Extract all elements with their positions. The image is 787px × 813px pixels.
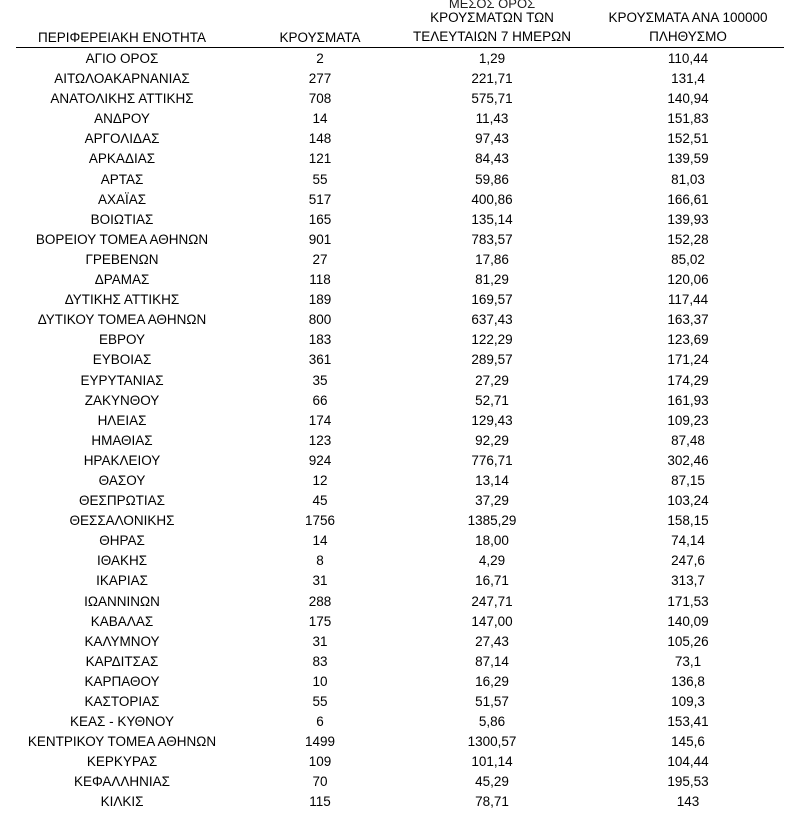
seven-day-average-cell: 637,43 [471,312,513,328]
per100k-cell: 174,29 [667,372,709,388]
seven-day-average-cell: 17,86 [475,251,509,267]
region-cell: ΙΚΑΡΙΑΣ [96,573,148,589]
per100k-cell: 139,59 [667,151,709,167]
cases-cell: 901 [308,231,332,247]
table-row [0,571,784,591]
region-cell: ΚΑΒΑΛΑΣ [90,613,154,629]
table-row [0,230,784,250]
seven-day-average-cell: 5,86 [478,714,506,730]
per100k-cell: 152,28 [667,231,709,247]
per100k-cell: 302,46 [667,452,709,468]
table-row [0,672,784,692]
region-cell: ΑΧΑΪΑΣ [97,191,147,207]
per100k-cell: 73,1 [674,653,702,669]
per100k-cell: 131,4 [671,71,705,87]
cases-cell: 1756 [304,513,336,529]
table-row [0,511,784,531]
region-cell: ΘΗΡΑΣ [99,533,145,549]
table-row [0,149,784,169]
table-row [0,772,784,792]
cases-cell: 924 [308,452,332,468]
per100k-cell: 247,6 [671,553,705,569]
cases-cell: 66 [312,392,328,408]
seven-day-average-cell: 783,57 [471,231,513,247]
per100k-cell: 140,09 [667,613,709,629]
region-cell: ΗΜΑΘΙΑΣ [91,432,153,448]
table-row [0,210,784,230]
per100k-cell: 195,53 [667,774,709,790]
cases-cell: 2 [316,51,324,66]
seven-day-average-cell: 776,71 [471,452,513,468]
per100k-cell: 81,03 [671,171,705,187]
header-clipped-text: ΜΕΣΟΣ ΟΡΟΣ [448,0,536,11]
cases-cell: 165 [308,211,332,227]
cases-cell: 12 [312,472,328,488]
table-row [0,69,784,89]
seven-day-average-cell: 37,29 [475,493,509,509]
region-cell: ΖΑΚΥΝΘΟΥ [84,392,160,408]
cases-cell: 55 [312,694,328,709]
per100k-cell: 153,41 [667,714,709,730]
region-cell: ΚΑΡΠΑΘΟΥ [84,673,160,689]
header-underline [16,47,784,48]
per100k-cell: 109,3 [671,694,705,709]
cases-cell: 361 [308,352,332,368]
table-row [0,451,784,471]
region-cell: ΑΓΙΟ ΟΡΟΣ [85,51,159,66]
cases-cell: 109 [308,754,332,770]
per100k-cell: 87,15 [671,472,705,488]
region-cell: ΕΥΡΥΤΑΝΙΑΣ [80,372,164,388]
cases-cell: 27 [312,251,328,267]
per100k-cell: 87,48 [671,432,705,448]
region-cell: ΑΡΤΑΣ [100,171,144,187]
table-row [0,752,784,772]
per100k-cell: 158,15 [667,513,709,529]
per100k-cell: 136,8 [671,673,705,689]
seven-day-average-cell: 52,71 [475,392,509,408]
region-cell: ΙΩΑΝΝΙΝΩΝ [84,593,160,609]
region-cell: ΘΑΣΟΥ [98,472,146,488]
cases-cell: 189 [308,292,332,308]
per100k-cell: 105,26 [667,633,709,649]
header-seven-day-line1: ΚΡΟΥΣΜΑΤΩΝ ΤΩΝ [430,10,554,25]
region-cell: ΒΟΙΩΤΙΑΣ [90,211,154,227]
table-row [0,290,784,310]
seven-day-average-cell: 97,43 [475,131,509,147]
table-row [0,89,784,109]
table-row [0,632,784,652]
seven-day-average-cell: 16,29 [475,673,509,689]
header-cases: ΚΡΟΥΣΜΑΤΑ [279,30,361,45]
region-cell: ΚΑΣΤΟΡΙΑΣ [84,694,160,709]
region-cell: ΑΙΤΩΛΟΑΚΑΡΝΑΝΙΑΣ [54,71,190,87]
cases-cell: 8 [316,553,324,569]
seven-day-average-cell: 18,00 [475,533,509,549]
table-header [0,0,784,48]
cases-cell: 277 [308,71,332,87]
table-row [0,109,784,129]
per100k-cell: 152,51 [667,131,709,147]
per100k-cell: 109,23 [667,412,709,428]
region-cell: ΔΡΑΜΑΣ [94,272,150,288]
per100k-cell: 151,83 [667,111,709,127]
table-row [0,129,784,149]
seven-day-average-cell: 221,71 [471,71,513,87]
table-row [0,551,784,571]
cases-cell: 70 [312,774,328,790]
seven-day-average-cell: 135,14 [471,211,513,227]
region-cell: ΚΑΡΔΙΤΣΑΣ [85,653,159,669]
region-cell: ΑΡΚΑΔΙΑΣ [88,151,156,167]
cases-cell: 288 [308,593,332,609]
table-row [0,310,784,330]
table-row [0,350,784,370]
region-cell: ΔΥΤΙΚΗΣ ΑΤΤΙΚΗΣ [64,292,180,308]
region-cell: ΚΕΡΚΥΡΑΣ [86,754,158,770]
table-row [0,431,784,451]
header-region: ΠΕΡΙΦΕΡΕΙΑΚΗ ΕΝΟΤΗΤΑ [37,30,207,45]
seven-day-average-cell: 92,29 [475,432,509,448]
per100k-cell: 143 [676,794,700,810]
region-cell: ΚΙΛΚΙΣ [100,794,144,810]
cases-cell: 175 [308,613,332,629]
region-cell: ΗΡΑΚΛΕΙΟΥ [83,452,161,468]
table-row [0,270,784,290]
header-seven-day-average [412,0,572,46]
table-row [0,531,784,551]
table-row [0,190,784,210]
table-row [0,330,784,350]
region-cell: ΑΝΔΡΟΥ [94,111,150,127]
cases-cell: 55 [312,171,328,187]
per100k-cell: 161,93 [667,392,709,408]
header-per100k-line1: ΚΡΟΥΣΜΑΤΑ ΑΝΑ 100000 [608,10,768,25]
per100k-cell: 104,44 [667,754,709,770]
region-cell: ΚΑΛΥΜΝΟΥ [84,633,160,649]
table-row [0,411,784,431]
region-cell: ΘΕΣΠΡΩΤΙΑΣ [78,493,166,509]
table-row [0,250,784,270]
cases-cell: 118 [309,272,331,288]
per100k-cell: 166,61 [667,191,709,207]
header-cases-per-100k [589,8,787,46]
seven-day-average-cell: 84,43 [475,151,509,167]
region-cell: ΙΘΑΚΗΣ [96,553,148,569]
per100k-cell: 313,7 [671,573,705,589]
seven-day-average-cell: 13,14 [475,472,509,488]
seven-day-average-cell: 400,86 [471,191,513,207]
cases-cell: 35 [312,372,328,388]
cases-cell: 10 [312,673,328,689]
per100k-cell: 171,53 [667,593,709,609]
cases-cell: 14 [312,533,328,549]
seven-day-average-cell: 51,57 [475,694,509,709]
per100k-cell: 140,94 [667,91,709,107]
seven-day-average-cell: 147,00 [471,613,513,629]
per100k-cell: 117,44 [667,292,709,308]
table-body [0,49,784,813]
seven-day-average-cell: 1300,57 [467,734,517,750]
table-row [0,612,784,632]
seven-day-average-cell: 4,29 [478,553,506,569]
table-row [0,49,784,69]
table-row [0,792,784,812]
seven-day-average-cell: 1,29 [478,51,506,66]
seven-day-average-cell: 87,14 [475,653,509,669]
per100k-cell: 74,14 [671,533,705,549]
cases-cell: 517 [308,191,332,207]
per100k-cell: 123,69 [667,332,709,348]
region-cell: ΔΥΤΙΚΟΥ ΤΟΜΕΑ ΑΘΗΝΩΝ [37,312,207,328]
seven-day-average-cell: 59,86 [475,171,509,187]
per100k-cell: 85,02 [671,251,705,267]
region-cell: ΑΡΓΟΛΙΔΑΣ [84,131,160,147]
table-row [0,491,784,511]
seven-day-average-cell: 45,29 [475,774,509,790]
seven-day-average-cell: 247,71 [471,593,513,609]
region-cell: ΑΝΑΤΟΛΙΚΗΣ ΑΤΤΙΚΗΣ [50,91,194,107]
region-cell: ΓΡΕΒΕΝΩΝ [85,251,159,267]
region-cell: ΚΕΝΤΡΙΚΟΥ ΤΟΜΕΑ ΑΘΗΝΩΝ [27,734,217,750]
table-row [0,592,784,612]
table-row [0,471,784,491]
seven-day-average-cell: 81,29 [475,272,509,288]
per100k-cell: 139,93 [667,211,709,227]
region-cell: ΕΒΡΟΥ [98,332,146,348]
seven-day-average-cell: 101,14 [471,754,513,770]
header-per100k-line2: ΠΛΗΘΥΣΜΟ [649,29,727,44]
table-row [0,391,784,411]
per100k-cell: 103,24 [667,493,709,509]
per100k-cell: 110,44 [667,51,709,66]
cases-cell: 123 [308,432,332,448]
per100k-cell: 120,06 [667,272,709,288]
seven-day-average-cell: 27,29 [475,372,509,388]
cases-cell: 1499 [304,734,336,750]
seven-day-average-cell: 122,29 [471,332,513,348]
cases-cell: 121 [308,151,332,167]
seven-day-average-cell: 575,71 [471,91,513,107]
region-cell: ΕΥΒΟΙΑΣ [92,352,152,368]
seven-day-average-cell: 16,71 [475,573,509,589]
cases-cell: 115 [309,794,331,810]
region-cell: ΗΛΕΙΑΣ [97,412,147,428]
table-row [0,170,784,190]
table-row [0,732,784,752]
per100k-cell: 171,24 [667,352,709,368]
region-cell: ΘΕΣΣΑΛΟΝΙΚΗΣ [69,513,175,529]
per100k-cell: 163,37 [667,312,709,328]
cases-cell: 83 [312,653,328,669]
cases-cell: 800 [308,312,332,328]
region-cell: ΚΕΦΑΛΛΗΝΙΑΣ [73,774,171,790]
table-row [0,652,784,672]
header-seven-day-line2: ΤΕΛΕΥΤΑΙΩΝ 7 ΗΜΕΡΩΝ [413,29,571,44]
cases-cell: 6 [316,714,324,730]
seven-day-average-cell: 129,43 [471,412,513,428]
cases-cell: 31 [312,633,328,649]
region-cell: ΚΕΑΣ - ΚΥΘΝΟΥ [70,714,174,730]
seven-day-average-cell: 27,43 [475,633,509,649]
table-row [0,712,784,732]
table-row [0,692,784,712]
cases-cell: 45 [312,493,328,509]
cases-cell: 31 [312,573,328,589]
region-cell: ΒΟΡΕΙΟΥ ΤΟΜΕΑ ΑΘΗΝΩΝ [35,231,209,247]
cases-cell: 174 [308,412,332,428]
cases-cell: 14 [312,111,328,127]
seven-day-average-cell: 11,43 [475,111,509,127]
per100k-cell: 145,6 [671,734,705,750]
seven-day-average-cell: 1385,29 [467,513,517,529]
cases-cell: 183 [308,332,332,348]
table-row [0,371,784,391]
cases-cell: 148 [308,131,332,147]
seven-day-average-cell: 289,57 [471,352,513,368]
cases-cell: 708 [308,91,332,107]
seven-day-average-cell: 169,57 [471,292,513,308]
seven-day-average-cell: 78,71 [475,794,509,810]
